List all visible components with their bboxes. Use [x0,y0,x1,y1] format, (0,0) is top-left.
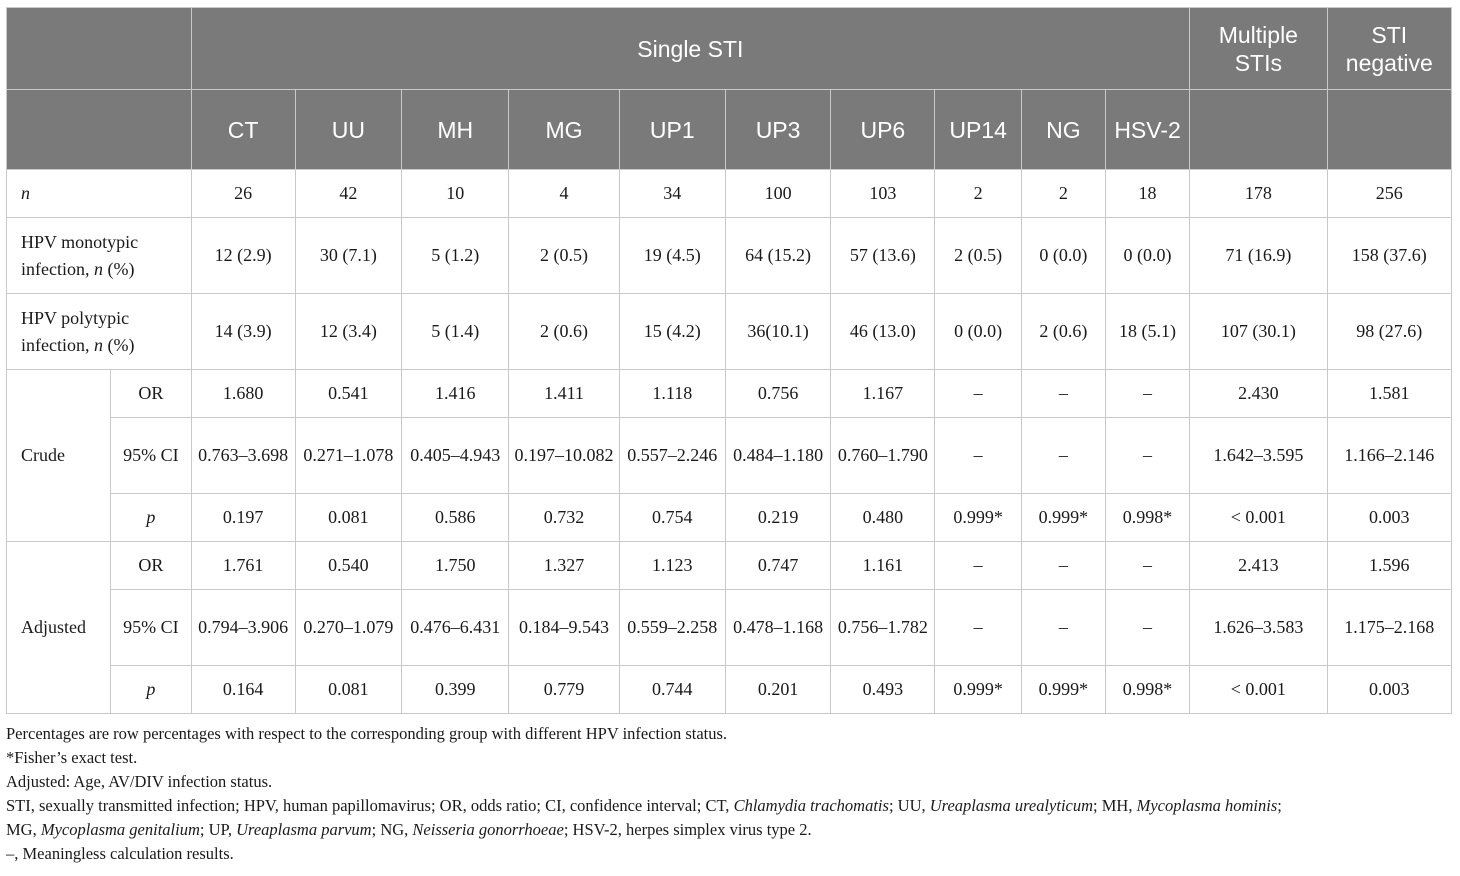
row-sublabel: p [111,666,191,714]
table-cell: 0 (0.0) [1105,218,1189,294]
table-cell: 0.999* [935,494,1021,542]
table-cell: 98 (27.6) [1327,294,1451,370]
footnote-species-name: Mycoplasma genitalium [40,820,200,839]
table-cell: – [1021,590,1105,666]
table-container [6,7,1452,714]
row-label: HPV monotypic infection, n (%) [7,218,192,294]
row-label: HPV polytypic infection, n (%) [7,294,192,370]
header-multiple-stis: Multiple STIs [1190,8,1327,90]
table-cell: 0.747 [725,542,830,590]
table-cell: 2.413 [1190,542,1327,590]
table-cell: 1.596 [1327,542,1451,590]
table-cell: 0.541 [295,370,401,418]
footnote-text: ; UU, [888,796,930,815]
table-cell: 107 (30.1) [1190,294,1327,370]
table-cell: 26 [191,170,295,218]
table-cell: 1.416 [402,370,509,418]
table-cell: 5 (1.2) [402,218,509,294]
footnote-text: ; MH, [1093,796,1137,815]
table-cell: < 0.001 [1190,666,1327,714]
footnote-text: ; HSV-2, herpes simplex virus type 2. [563,820,812,839]
row-sublabel: OR [111,542,191,590]
col-header: UP1 [619,90,725,170]
table-cell: 1.123 [619,542,725,590]
col-header: MH [402,90,509,170]
row-label: n [7,170,192,218]
table-cell: 0.197 [191,494,295,542]
header-single-sti: Single STI [191,8,1190,90]
table-cell: – [935,590,1021,666]
table-cell: 0.476–6.431 [402,590,509,666]
col-header: CT [191,90,295,170]
footnote-adjusted: Adjusted: Age, AV/DIV infection status. [6,772,273,791]
table-cell: 0.478–1.168 [725,590,830,666]
footnote-text: ; [1277,796,1282,815]
table-cell: 0.744 [619,666,725,714]
table-cell: 0 (0.0) [1021,218,1105,294]
table-cell: 0.081 [295,494,401,542]
table-cell: 57 (13.6) [831,218,935,294]
footnote-abbreviations [6,794,1452,818]
table-cell: 0.998* [1105,666,1189,714]
table-cell: 0.999* [1021,666,1105,714]
col-header: UP6 [831,90,935,170]
table-cell: 158 (37.6) [1327,218,1451,294]
footnote-species-name: Mycoplasma hominis [1136,796,1278,815]
table-cell: 0.081 [295,666,401,714]
table-cell: 0.732 [509,494,619,542]
table-row [7,590,1452,666]
table-cell: 0.197–10.082 [509,418,619,494]
table-cell: 0.480 [831,494,935,542]
footnote-species-name: Chlamydia trachomatis [733,796,889,815]
table-cell: 0.219 [725,494,830,542]
table-cell: 2 (0.6) [509,294,619,370]
table-row [7,170,1452,218]
table-cell: 0.754 [619,494,725,542]
group-label-adjusted: Adjusted [7,542,111,714]
table-cell: 1.581 [1327,370,1451,418]
table-cell: 0.184–9.543 [509,590,619,666]
table-cell: 0.405–4.943 [402,418,509,494]
table-cell: < 0.001 [1190,494,1327,542]
table-cell: 0.557–2.246 [619,418,725,494]
table-cell: 18 [1105,170,1189,218]
table-cell: 0.003 [1327,666,1451,714]
table-cell: 0.270–1.079 [295,590,401,666]
row-sublabel: p [111,494,191,542]
table-cell: 256 [1327,170,1451,218]
table-cell: 100 [725,170,830,218]
table-cell: 2 (0.5) [935,218,1021,294]
footnote-species-name: Ureaplasma parvum [236,820,372,839]
col-header: NG [1021,90,1105,170]
table-cell: 0.271–1.078 [295,418,401,494]
table-cell: 1.327 [509,542,619,590]
table-cell: 1.166–2.146 [1327,418,1451,494]
header-row-2 [7,90,1452,170]
header-sti-negative: STI negative [1327,8,1451,90]
table-row [7,218,1452,294]
col-header: MG [509,90,619,170]
footnote-fisher: *Fisher’s exact test. [6,748,138,767]
table-cell: 0.003 [1327,494,1451,542]
footnote-text: ; NG, [371,820,413,839]
table-cell: 5 (1.4) [402,294,509,370]
col-header: UP3 [725,90,830,170]
table-cell: 0.559–2.258 [619,590,725,666]
row-sublabel: 95% CI [111,418,191,494]
table-cell: 2 (0.6) [1021,294,1105,370]
table-cell: 0.756 [725,370,830,418]
table-cell: 42 [295,170,401,218]
table-cell: 71 (16.9) [1190,218,1327,294]
table-cell: 2 [935,170,1021,218]
table-cell: 0.586 [402,494,509,542]
table-cell: 15 (4.2) [619,294,725,370]
table-cell: 0.493 [831,666,935,714]
table-cell: 0.998* [1105,494,1189,542]
table-cell: – [1021,418,1105,494]
table-cell: – [1021,542,1105,590]
table-cell: 1.175–2.168 [1327,590,1451,666]
table-cell: 1.626–3.583 [1190,590,1327,666]
table-cell: 46 (13.0) [831,294,935,370]
header-row-1 [7,8,1452,90]
table-cell: – [1105,370,1189,418]
footnote-text: MG, [6,820,41,839]
table-cell: 0.164 [191,666,295,714]
table-cell: – [935,418,1021,494]
footnote-abbreviations-2 [6,818,1452,842]
table-footnotes [6,722,1452,866]
footnote-species-name: Ureaplasma urealyticum [929,796,1094,815]
table-cell: 30 (7.1) [295,218,401,294]
table-cell: 34 [619,170,725,218]
table-cell: 1.411 [509,370,619,418]
col-header: UU [295,90,401,170]
table-cell: 0 (0.0) [935,294,1021,370]
table-cell: 19 (4.5) [619,218,725,294]
table-cell: – [935,542,1021,590]
table-cell: 2 [1021,170,1105,218]
table-row [7,370,1452,418]
col-header-empty [1327,90,1451,170]
table-cell: 0.794–3.906 [191,590,295,666]
footnote-text: STI, sexually transmitted infection; HPV, human papillomavirus; OR, odds ratio; CI, confidence interval; CT, [6,796,734,815]
header-corner [7,8,192,90]
footnote-dash: –, Meaningless calculation results. [6,844,234,863]
table-cell: 0.201 [725,666,830,714]
table-cell: – [1105,590,1189,666]
table-cell: 36(10.1) [725,294,830,370]
table-cell: 1.680 [191,370,295,418]
table-cell: 2.430 [1190,370,1327,418]
table-cell: – [1105,542,1189,590]
table-cell: 103 [831,170,935,218]
table-cell: 1.642–3.595 [1190,418,1327,494]
results-table [6,7,1452,714]
group-label-crude: Crude [7,370,111,542]
row-sublabel: 95% CI [111,590,191,666]
table-cell: – [1105,418,1189,494]
table-cell: 0.999* [935,666,1021,714]
table-cell: 2 (0.5) [509,218,619,294]
table-cell: 178 [1190,170,1327,218]
table-cell: 1.161 [831,542,935,590]
table-cell: 18 (5.1) [1105,294,1189,370]
table-cell: 0.999* [1021,494,1105,542]
table-cell: 1.750 [402,542,509,590]
row-sublabel: OR [111,370,191,418]
col-header-empty [1190,90,1327,170]
table-cell: 0.399 [402,666,509,714]
table-cell: 1.118 [619,370,725,418]
table-cell: 0.484–1.180 [725,418,830,494]
table-cell: 14 (3.9) [191,294,295,370]
table-row [7,542,1452,590]
table-cell: 0.756–1.782 [831,590,935,666]
table-cell: 0.760–1.790 [831,418,935,494]
table-cell: 10 [402,170,509,218]
table-cell: 0.763–3.698 [191,418,295,494]
table-row [7,294,1452,370]
footnote-percentages: Percentages are row percentages with respect to the corresponding group with different HPV infection status. [6,724,728,743]
table-cell: 64 (15.2) [725,218,830,294]
col-header: UP14 [935,90,1021,170]
table-cell: 12 (2.9) [191,218,295,294]
col-header: HSV-2 [1105,90,1189,170]
table-cell: 0.779 [509,666,619,714]
table-cell: 0.540 [295,542,401,590]
footnote-text: ; UP, [199,820,237,839]
table-row [7,494,1452,542]
header-corner-2 [7,90,192,170]
table-row [7,666,1452,714]
table-cell: 1.167 [831,370,935,418]
table-row [7,418,1452,494]
table-cell: – [1021,370,1105,418]
table-cell: 4 [509,170,619,218]
table-cell: 1.761 [191,542,295,590]
table-cell: 12 (3.4) [295,294,401,370]
footnote-species-name: Neisseria gonorrhoeae [412,820,564,839]
table-cell: – [935,370,1021,418]
